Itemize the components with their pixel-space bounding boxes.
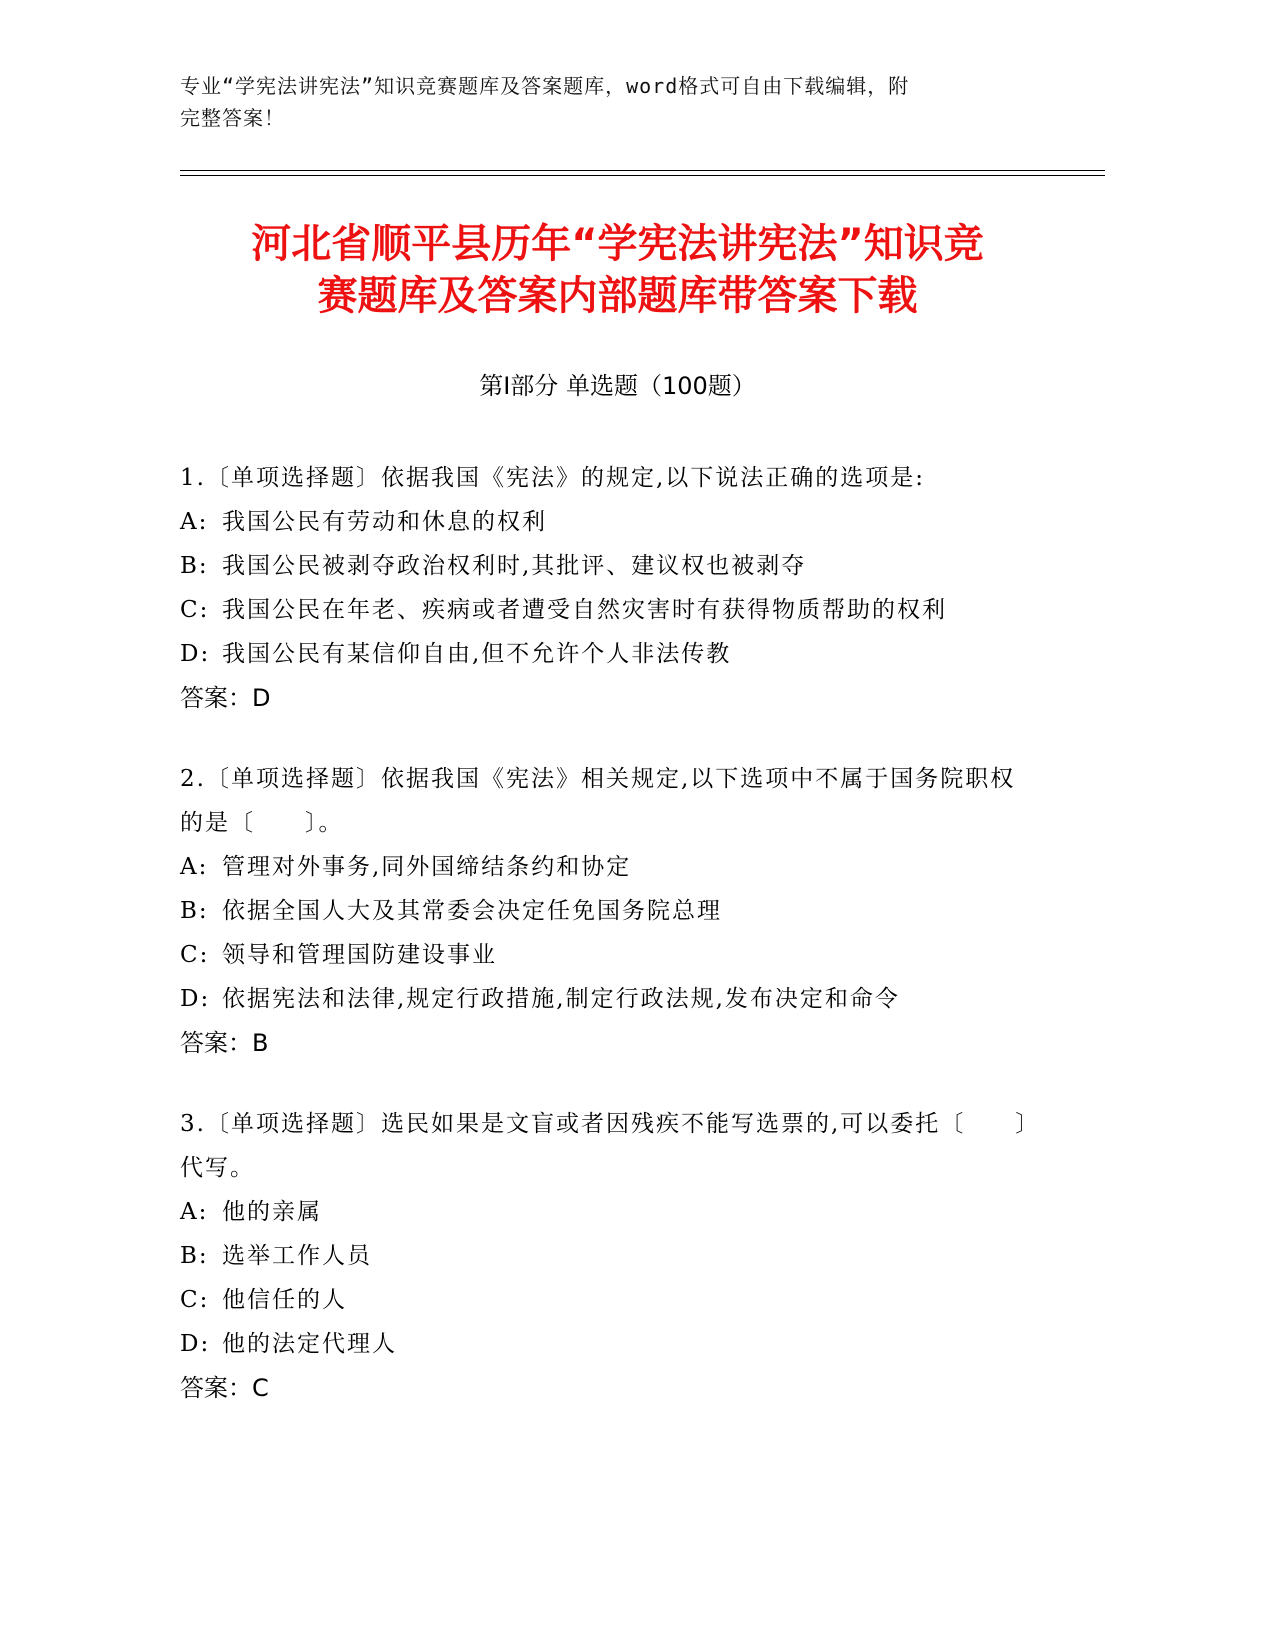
question-text: 1.〔单项选择题〕依据我国《宪法》的规定,以下说法正确的选项是: xyxy=(180,465,926,491)
option-c xyxy=(180,1278,1040,1322)
answer-line: 答案：B xyxy=(180,1029,269,1057)
option-text: 他信任的人 xyxy=(222,1287,347,1313)
option-text: 他的亲属 xyxy=(222,1199,322,1225)
document-header xyxy=(180,70,1040,134)
option-letter: C: xyxy=(180,1287,210,1313)
question-text: 3.〔单项选择题〕选民如果是文盲或者因残疾不能写选票的,可以委托〔 〕代写。 xyxy=(180,1111,1029,1181)
option-b xyxy=(180,1234,1040,1278)
option-letter: D: xyxy=(180,986,211,1012)
option-d xyxy=(180,632,1040,676)
option-letter: C: xyxy=(180,597,210,623)
option-b xyxy=(180,889,1040,933)
header-line-1: 专业“学宪法讲宪法”知识竞赛题库及答案题库，word格式可自由下载编辑，附 xyxy=(180,74,910,98)
option-d xyxy=(180,977,1040,1021)
option-text: 领导和管理国防建设事业 xyxy=(222,942,497,968)
section-title: 第Ⅰ部分 单选题（100题） xyxy=(479,372,756,400)
option-c xyxy=(180,588,1040,632)
option-a xyxy=(180,845,1040,889)
option-letter: A: xyxy=(180,1199,209,1225)
answer-line: 答案：D xyxy=(180,684,271,712)
option-letter: B: xyxy=(180,553,209,579)
header-divider-thin xyxy=(180,175,1105,176)
option-text: 依据全国人大及其常委会决定任免国务院总理 xyxy=(222,898,722,924)
answer-line: 答案：C xyxy=(180,1374,269,1402)
title-line-1: 河北省顺平县历年“学宪法讲宪法”知识竞 xyxy=(251,221,984,267)
question-3 xyxy=(180,1102,1040,1410)
option-letter: A: xyxy=(180,854,209,880)
document-title xyxy=(180,218,1055,322)
option-text: 我国公民在年老、疾病或者遭受自然灾害时有获得物质帮助的权利 xyxy=(222,597,947,623)
option-text: 他的法定代理人 xyxy=(222,1331,397,1357)
option-c xyxy=(180,933,1040,977)
option-text: 我国公民有劳动和休息的权利 xyxy=(222,509,547,535)
option-d xyxy=(180,1322,1040,1366)
option-a xyxy=(180,1190,1040,1234)
title-line-2: 赛题库及答案内部题库带答案下载 xyxy=(317,273,918,319)
header-divider-thick xyxy=(180,170,1105,171)
option-text: 选举工作人员 xyxy=(222,1243,372,1269)
question-text: 2.〔单项选择题〕依据我国《宪法》相关规定,以下选项中不属于国务院职权的是〔 〕。 xyxy=(180,766,1016,836)
option-letter: B: xyxy=(180,1243,209,1269)
question-list xyxy=(180,456,1040,1447)
question-2 xyxy=(180,757,1040,1065)
option-letter: D: xyxy=(180,1331,211,1357)
option-letter: D: xyxy=(180,641,211,667)
option-b xyxy=(180,544,1040,588)
option-text: 依据宪法和法律,规定行政措施,制定行政法规,发布决定和命令 xyxy=(222,986,900,1012)
option-a xyxy=(180,500,1040,544)
option-letter: B: xyxy=(180,898,209,924)
question-1 xyxy=(180,456,1040,720)
option-letter: C: xyxy=(180,942,210,968)
header-line-2: 完整答案！ xyxy=(180,106,285,130)
option-text: 我国公民有某信仰自由,但不允许个人非法传教 xyxy=(222,641,732,667)
option-text: 我国公民被剥夺政治权利时,其批评、建议权也被剥夺 xyxy=(222,553,807,579)
option-letter: A: xyxy=(180,509,209,535)
option-text: 管理对外事务,同外国缔结条约和协定 xyxy=(222,854,632,880)
